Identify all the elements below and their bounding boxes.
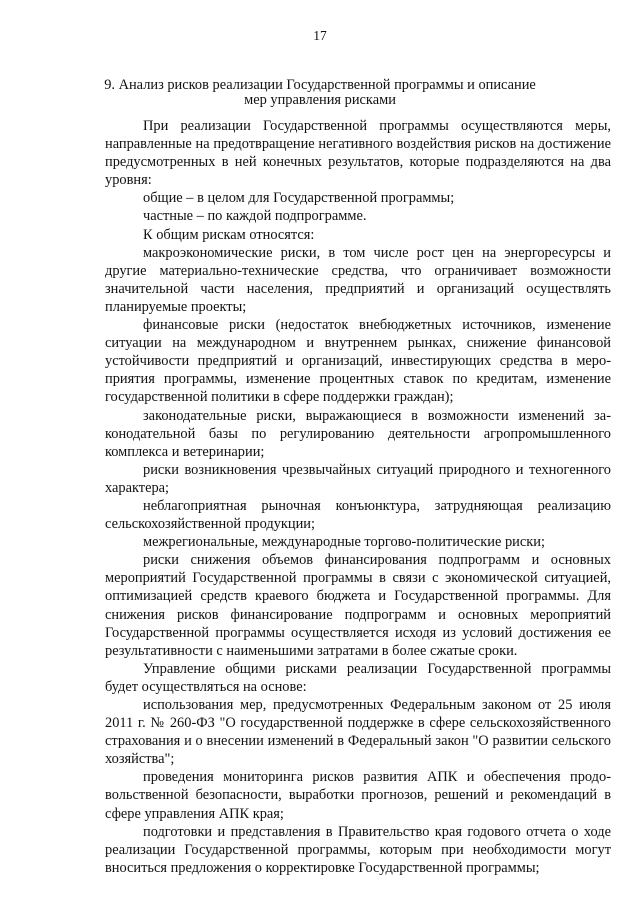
paragraph: подготовки и представления в Правительство края годового отчета о ходе реализации Государственной программы, которым при необходимости могут вноситься предложения о корректировке Государственной программы; [105,823,611,876]
paragraph: неблагоприятная рыночная конъюнктура, затрудняющая реализацию сельскохозяйственной продукции; [105,497,611,533]
paragraph: макроэкономические риски, в том числе рост цен на энергоресурсы и другие материально-технические средства, что ограничивает возможности значительной части населения, предприятий и организаций осуществлять планируемые проекты; [105,244,611,315]
paragraph: проведения мониторинга рисков развития АПК и обеспечения продовольственной безопасности, выработки прогнозов, решений и рекомендаций в сфере управления АПК края; [105,769,611,822]
paragraph: риски снижения объемов финансирования подпрограмм и основных мероприятий Государственной программы в связи с экономической ситуацией, оптимизацией средств краевого бюджета и Государственной программы. Для снижения рисков финансирование подпрограмм и основных мероприятий Государственной программы осуществляется исходя из условий достижения ее результативности с наименьшими затратами в более сжатые сроки. [105,552,611,659]
section-heading [102,78,538,108]
page-number: 17 [313,28,327,43]
paragraph: использования мер, предусмотренных Федеральным законом от 25 июля 2011 г. № 260-ФЗ "О государственной поддержке в сфере сельскохозяйственного страхования и о внесении изменений в Федеральный закон "О развитии сельского хозяйства"; [105,697,611,768]
paragraph: К общим рискам относятся: [143,226,315,243]
section-heading-line-2: мер управления рисками [244,92,396,108]
paragraph: финансовые риски (недостаток внебюджетных источников, изменение ситуации на международном и внутреннем рынках, снижение финансовой устойчивости предприятий и организаций, инвестирующих средства в мероприятия программы, изменение процентных ставок по кредитам, изменение государственной политики в сфере поддержки граждан); [105,317,611,406]
paragraph: частные – по каждой подпрограмме. [143,208,367,225]
paragraph: риски возникновения чрезвычайных ситуаций природного и техногенного характера; [105,461,611,496]
paragraph: межрегиональные, международные торгово-политические риски; [143,534,545,551]
paragraph: При реализации Государственной программы осуществляются меры, направленные на предотвращение негативного воздействия рисков на достижение предусмотренных в ней конечных результатов, которые подразделяются на два уровня: [105,118,611,189]
paragraph: Управление общими рисками реализации Государственной программы будет осуществляться на основе: [105,660,611,695]
section-heading-line-1: 9. Анализ рисков реализации Государственной программы и описание [104,77,536,93]
paragraph: общие – в целом для Государственной программы; [143,190,455,207]
document-body [105,117,611,877]
paragraph: законодательные риски, выражающиеся в возможности изменений законодательной базы по регулированию деятельности агропромышленного комплекса и ветеринарии; [105,407,611,460]
